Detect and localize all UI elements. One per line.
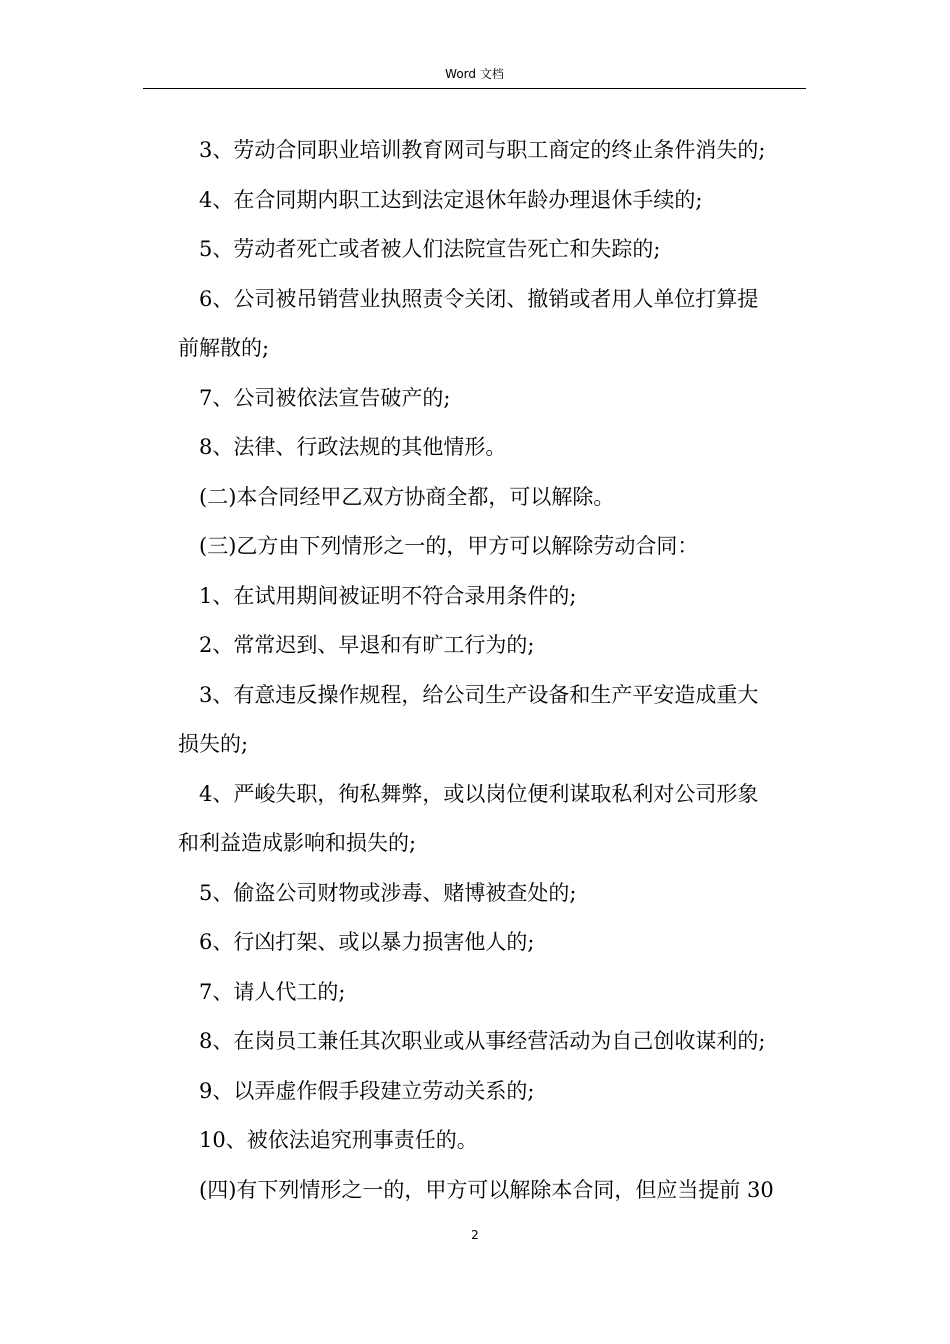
section-line: (三)乙方由下列情形之一的，甲方可以解除劳动合同： <box>199 534 699 558</box>
clause-line: 7、请人代工的; <box>199 979 346 1004</box>
clause-line: 4、严峻失职，徇私舞弊，或以岗位便利谋取私利对公司形象 <box>199 781 759 806</box>
clause-line-continuation: 前解散的; <box>178 336 270 360</box>
clause-line: 1、在试用期间被证明不符合录用条件的; <box>199 583 577 608</box>
clause-line-continuation: 和利益造成影响和损失的; <box>178 831 417 855</box>
clause-line: 8、法律、行政法规的其他情形。 <box>199 435 507 459</box>
clause-line: 6、行凶打架、或以暴力损害他人的; <box>199 930 535 954</box>
clause-line: 10、被依法追究刑事责任的。 <box>199 1128 478 1152</box>
clause-line: 8、在岗员工兼任其次职业或从事经营活动为自己创收谋利的; <box>199 1029 766 1053</box>
page-number: 2 <box>471 1228 479 1242</box>
clause-line: 5、偷盗公司财物或涉毒、赌博被查处的; <box>199 880 577 905</box>
section-line: (二)本合同经甲乙双方协商全都，可以解除。 <box>199 484 615 509</box>
clause-line: 3、有意违反操作规程，给公司生产设备和生产平安造成重大 <box>199 682 759 707</box>
clause-line: 2、常常迟到、早退和有旷工行为的; <box>199 633 535 657</box>
section-line: (四)有下列情形之一的，甲方可以解除本合同，但应当提前 30 <box>199 1177 774 1202</box>
clause-line-continuation: 损失的; <box>178 732 249 756</box>
clause-line: 5、劳动者死亡或者被人们法院宣告死亡和失踪的; <box>199 237 661 261</box>
header-title: Word 文档 <box>445 67 504 81</box>
clause-line: 3、劳动合同职业培训教育网司与职工商定的终止条件消失的; <box>199 138 766 162</box>
clause-line: 9、以弄虚作假手段建立劳动关系的; <box>199 1078 535 1103</box>
clause-line: 4、在合同期内职工达到法定退休年龄办理退休手续的; <box>199 187 703 212</box>
document-body <box>178 126 803 1215</box>
page-header <box>143 64 806 89</box>
clause-line: 6、公司被吊销营业执照责令关闭、撤销或者用人单位打算提 <box>199 286 759 311</box>
clause-line: 7、公司被依法宣告破产的; <box>199 385 451 410</box>
